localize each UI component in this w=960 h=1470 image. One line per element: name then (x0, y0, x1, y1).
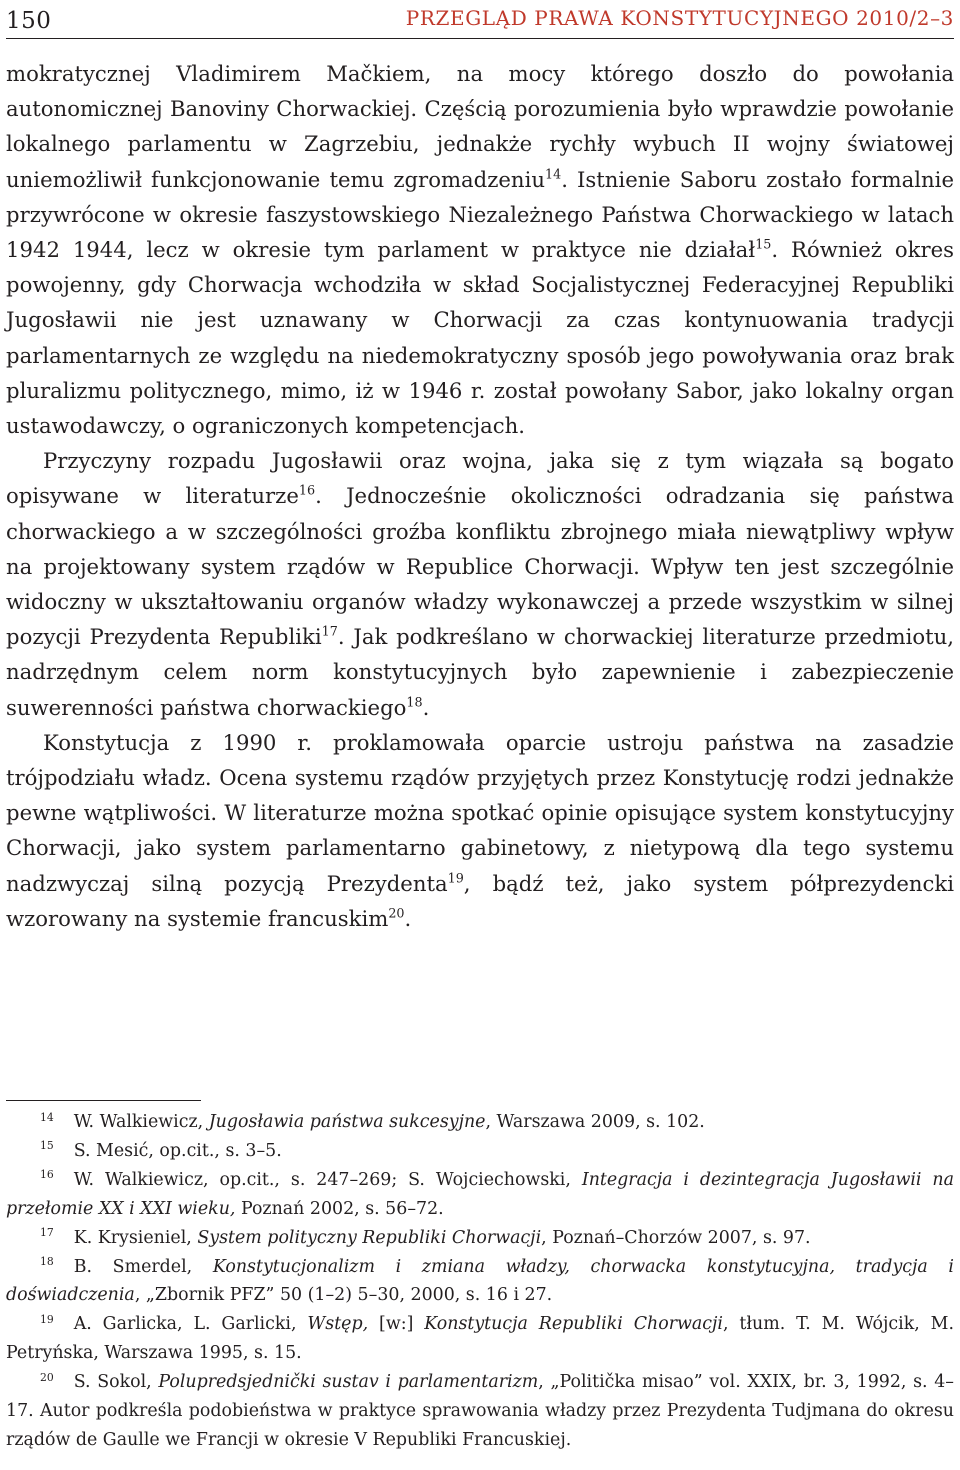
footnote-ref-20[interactable]: 20 (388, 905, 405, 921)
footnote-ref-19[interactable]: 19 (447, 870, 464, 886)
footnote-text: , „Politička misao” vol. XXIX, br. 3, 1992, s. 4–17. Autor podkreśla podobieństwa w praktyce sprawowania władzy przez Prezydenta Tudjmana do okresu rządów de Gaulle we Francji w okresie V Republiki Francuskiej. (6, 1372, 955, 1450)
page-number: 150 (6, 8, 52, 34)
paragraph-3 (6, 725, 954, 936)
footnote-14 (6, 1108, 954, 1137)
footnote-number: 19 (40, 1312, 54, 1326)
footnote-20 (6, 1368, 954, 1455)
text-run: . (422, 694, 430, 720)
footnote-text: W. Walkiewicz, op.cit., s. 247–269; S. Wojciechowski, (73, 1169, 582, 1190)
footnote-text: [w:] (368, 1314, 425, 1335)
text-run: . Jak podkreślano w chorwackiej literaturze przedmiotu, nadrzędnym celem norm konstytucyjnych było zapewnienie i zabezpieczenie suwerenności państwa chorwackiego (6, 624, 955, 720)
footnote-number: 20 (40, 1370, 54, 1384)
footnote-text: , „Zbornik PFZ” 50 (1–2) 5–30, 2000, s. 16 i 27. (134, 1285, 553, 1306)
footnote-number: 14 (40, 1110, 54, 1124)
footnote-title: Integracja i dezintegracja Jugosławii na przełomie XX i XXI wieku, (6, 1169, 954, 1219)
footnote-number: 17 (40, 1226, 54, 1240)
text-run: Przyczyny rozpadu Jugosławii oraz wojna, jaka się z tym wiązała są bogato opisywane w literaturze (6, 448, 954, 509)
text-run: . Również okres powojenny, gdy Chorwacja wchodziła w skład Socjalistycznej Federacyjnej Republiki Jugosławii nie jest uznawany w Chorwacji za czas kontynuowania tradycji parlamentarnych ze względu na niedemokratyczny sposób jego powoływania oraz brak pluralizmu politycznego, mimo, iż w 1946 r. został powołany Sabor, jako lokalny organ ustawodawczy, o ograniczonych kompetencjach. (6, 237, 954, 439)
footnote-number: 15 (40, 1139, 54, 1153)
footnote-title: Jugosławia państwa sukcesyjne (208, 1112, 486, 1132)
footnote-19 (6, 1310, 954, 1368)
footnote-16 (6, 1166, 954, 1224)
footnote-text: K. Krysieniel, (73, 1227, 198, 1248)
main-text (6, 56, 954, 936)
footnote-18 (6, 1253, 954, 1311)
footnote-text: W. Walkiewicz, (73, 1112, 209, 1132)
footnote-text: , Poznań–Chorzów 2007, s. 97. (541, 1227, 811, 1248)
footnote-ref-14[interactable]: 14 (545, 166, 562, 182)
paragraph-1 (6, 56, 954, 443)
text-run: . (404, 905, 412, 931)
footnote-title: Polupredsjednički sustav i parlamentarizm (158, 1372, 539, 1393)
page-header (6, 4, 954, 39)
footnote-text: S. Mesić, op.cit., s. 3–5. (73, 1140, 282, 1161)
footnote-text: , Warszawa 2009, s. 102. (485, 1112, 705, 1132)
footnote-divider (6, 1100, 201, 1101)
footnote-text: S. Sokol, (73, 1372, 159, 1393)
text-run: Konstytucja z 1990 r. proklamowała oparcie ustroju państwa na zasadzie trójpodziału władz. Ocena systemu rządów przyjętych przez Konstytucję rodzi jednakże pewne wątpliwości. W literaturze można spotkać opinie opisujące system konstytucyjny Chorwacji, jako system parlamentarno gabinetowy, z nietypową dla tego systemu nadzwyczaj silną pozycją Prezydenta (6, 729, 954, 896)
footnote-number: 16 (40, 1168, 54, 1182)
text-run: , bądź też, jako system półprezydencki wzorowany na systemie francuskim (6, 870, 954, 931)
text-run: . Jednocześnie okoliczności odradzania się państwa chorwackiego a w szczególności groźba konfliktu zbrojnego miała niewątpliwy wpływ na projektowany system rządów w Republice Chorwacji. Wpływ ten jest szczególnie widoczny w ukształtowaniu organów władzy wykonawczej a przede wszystkim w silnej pozycji Prezydenta Republiki (6, 483, 954, 650)
footnote-number: 18 (40, 1255, 54, 1269)
footnote-text: A. Garlicka, L. Garlicki, (73, 1314, 308, 1335)
paragraph-2 (6, 443, 954, 725)
footnote-ref-18[interactable]: 18 (406, 694, 423, 710)
footnote-17 (6, 1224, 954, 1253)
footnote-title: Wstęp, (307, 1314, 369, 1335)
footnote-text: , tłum. T. M. Wójcik, M. Petryńska, Warszawa 1995, s. 15. (6, 1314, 954, 1364)
footnote-text: B. Smerdel, (73, 1256, 213, 1277)
footnote-text: Poznań 2002, s. 56–72. (235, 1198, 444, 1219)
footnote-title: Konstytucjonalizm i zmiana władzy, chorwacka konstytucyjna, tradycja i doświadczenia (6, 1256, 954, 1306)
footnote-title: Konstytucja Republiki Chorwacji (424, 1314, 723, 1335)
running-title: PRZEGLĄD PRAWA KONSTYTUCYJNEGO 2010/2–3 (405, 6, 954, 30)
footnote-ref-17[interactable]: 17 (321, 623, 338, 639)
footnote-ref-16[interactable]: 16 (298, 483, 316, 499)
footnote-title: System polityczny Republiki Chorwacji (197, 1227, 542, 1248)
footnote-ref-15[interactable]: 15 (755, 236, 772, 252)
footnotes (6, 1108, 954, 1455)
text-run: . Istnienie Saboru zostało formalnie przywrócone w okresie faszystowskiego Niezależnego Państwa Chorwackiego w latach 1942 1944, lecz w okresie tym parlament w praktyce nie działał (6, 166, 954, 263)
footnote-15 (6, 1137, 954, 1166)
text-run: mokratycznej Vladimirem Mačkiem, na mocy którego doszło do powołania autonomicznej Banoviny Chorwackiej. Częścią porozumienia było wprawdzie powołanie lokalnego parlamentu w Zagrzebiu, jednakże rychły wybuch II wojny światowej uniemożliwił funkcjonowanie temu zgromadzeniu (6, 61, 954, 192)
